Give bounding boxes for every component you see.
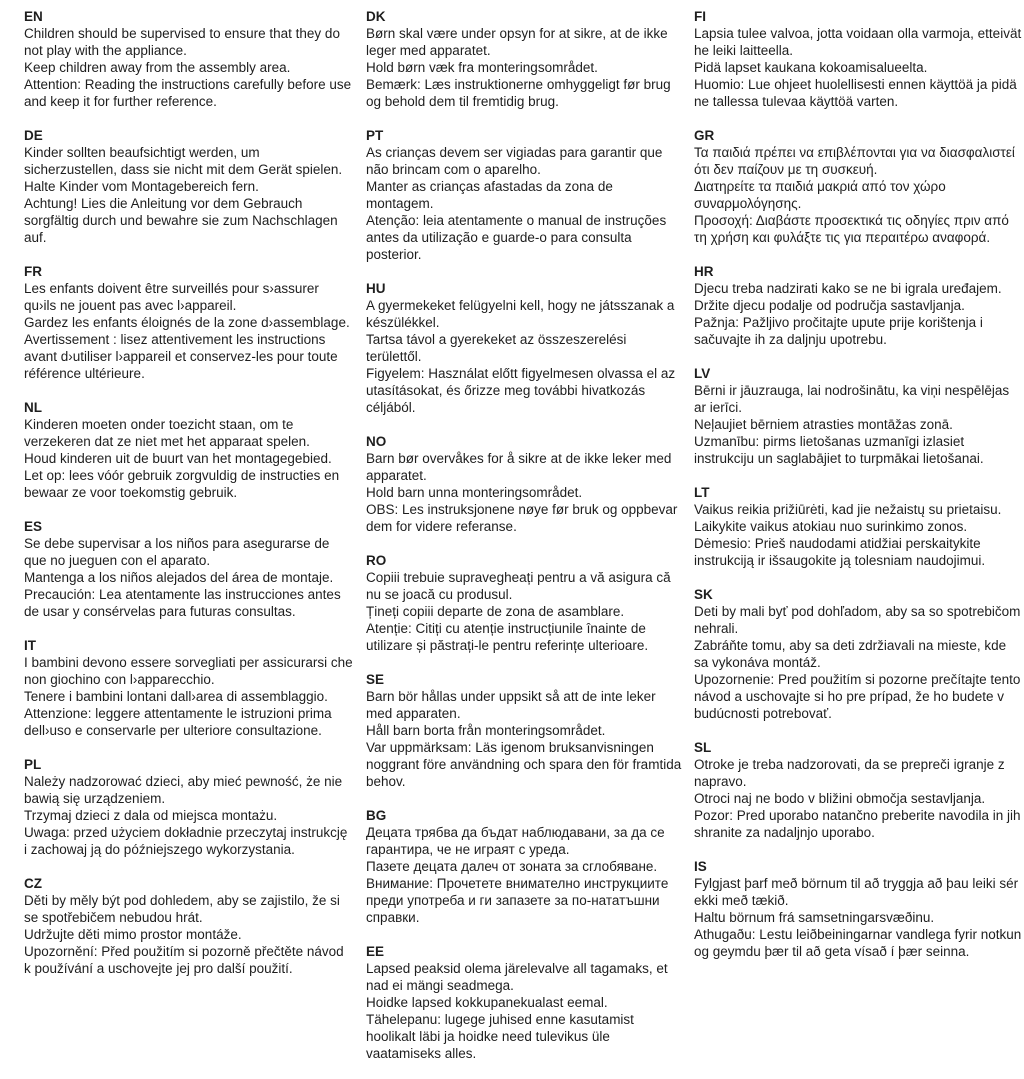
instruction-paragraph: Neļaujiet bērniem atrasties montāžas zonā. <box>694 417 953 432</box>
section-bg <box>366 807 682 926</box>
language-code-label: IS <box>694 859 707 874</box>
section-se <box>366 671 682 790</box>
instruction-paragraph: Uwaga: przed użyciem dokładnie przeczytaj instrukcję i zachowaj ją do późniejszego wykorzystania. <box>24 825 348 857</box>
instruction-paragraph: Otroci naj ne bodo v bližini območja sestavljanja. <box>694 791 986 806</box>
section-fr <box>24 263 354 382</box>
instruction-paragraph: Bērni ir jāuzrauga, lai nodrošinātu, ka viņi nespēlējas ar ierīci. <box>694 383 1010 415</box>
language-code-label: SE <box>366 672 385 687</box>
instruction-paragraph: Athugaðu: Lestu leiðbeiningarnar vandlega fyrir notkun og geymdu þær til að geta vísað í þær seinna. <box>694 927 1022 959</box>
instruction-paragraph: Laikykite vaikus atokiau nuo surinkimo zonos. <box>694 519 968 534</box>
instruction-paragraph: Upozornenie: Pred použitím si pozorne prečítajte tento návod a uschovajte si ho pre prípad, že ho budete v budúcnosti potrebovať. <box>694 672 1021 721</box>
column-1 <box>24 8 354 994</box>
language-code-label: ES <box>24 519 43 534</box>
instruction-paragraph: Huomio: Lue ohjeet huolellisesti ennen käyttöä ja pidä ne tallessa tulevaa käyttöä varten. <box>694 77 1017 109</box>
instruction-paragraph: Lapsia tulee valvoa, jotta voidaan olla varmoja, etteivät he leiki laitteella. <box>694 26 1022 58</box>
instruction-paragraph: Trzymaj dzieci z dala od miejsca montażu. <box>24 808 278 823</box>
section-fi <box>694 8 1024 110</box>
instruction-paragraph: Var uppmärksam: Läs igenom bruksanvisningen noggrant före användning och spara den för framtida behov. <box>366 740 682 789</box>
section-dk <box>366 8 682 110</box>
section-it <box>24 637 354 739</box>
section-gr <box>694 127 1024 246</box>
instruction-paragraph: Håll barn borta från monteringsområdet. <box>366 723 606 738</box>
section-pt <box>366 127 682 263</box>
instruction-paragraph: Avertissement : lisez attentivement les instructions avant d›utiliser l›appareil et conservez-les pour toute référence ultérieure. <box>24 332 338 381</box>
instruction-paragraph: Пазете децата далеч от зоната за сглобяване. <box>366 859 658 874</box>
language-code-label: SK <box>694 587 713 602</box>
instruction-paragraph: Barn bör hållas under uppsikt så att de inte leker med apparaten. <box>366 689 656 721</box>
instruction-paragraph: Udržujte děti mimo prostor montáže. <box>24 927 242 942</box>
section-de <box>24 127 354 246</box>
section-cz <box>24 875 354 977</box>
language-code-label: NO <box>366 434 387 449</box>
instruction-paragraph: Hold børn væk fra monteringsområdet. <box>366 60 598 75</box>
instruction-paragraph: Keep children away from the assembly area. <box>24 60 291 75</box>
section-en <box>24 8 354 110</box>
language-code-label: RO <box>366 553 387 568</box>
section-ro <box>366 552 682 654</box>
instruction-paragraph: Children should be supervised to ensure that they do not play with the appliance. <box>24 26 340 58</box>
language-code-label: NL <box>24 400 42 415</box>
instruction-paragraph: Zabráňte tomu, aby sa deti zdržiavali na mieste, kde sa vykonáva montáž. <box>694 638 1007 670</box>
language-code-label: SL <box>694 740 712 755</box>
instruction-paragraph: Attenzione: leggere attentamente le istruzioni prima dell›uso e conservarle per ulteriore consultazione. <box>24 706 332 738</box>
instruction-paragraph: Figyelem: Használat előtt figyelmesen olvassa el az utasításokat, és őrizze meg további hivatkozás céljából. <box>366 366 676 415</box>
language-code-label: PL <box>24 757 42 772</box>
instruction-paragraph: Bemærk: Læs instruktionerne omhyggeligt før brug og behold dem til fremtidig brug. <box>366 77 671 109</box>
section-is <box>694 858 1024 960</box>
section-ee <box>366 943 682 1062</box>
section-pl <box>24 756 354 858</box>
columns-container <box>24 8 1022 1079</box>
instruction-paragraph: Hold barn unna monteringsområdet. <box>366 485 583 500</box>
section-sl <box>694 739 1024 841</box>
instruction-paragraph: Децата трябва да бъдат наблюдавани, за да се гарантира, че не играят с уреда. <box>366 825 665 857</box>
instruction-paragraph: Внимание: Прочетете внимателно инструкциите преди употреба и ги запазете за по-нататъшни справки. <box>366 876 669 925</box>
instruction-paragraph: As crianças devem ser vigiadas para garantir que não brincam com o aparelho. <box>366 145 663 177</box>
column-3 <box>694 8 1024 977</box>
instruction-paragraph: Tenere i bambini lontani dall›area di assemblaggio. <box>24 689 328 704</box>
language-code-label: HU <box>366 281 386 296</box>
instruction-paragraph: Τα παιδιά πρέπει να επιβλέπονται για να διασφαλιστεί ότι δεν παίζουν με τη συσκευή. <box>694 145 1015 177</box>
instruction-paragraph: Pažnja: Pažljivo pročitajte upute prije korištenja i sačuvajte ih za daljnju upotrebu. <box>694 315 983 347</box>
language-code-label: LT <box>694 485 710 500</box>
instruction-paragraph: Barn bør overvåkes for å sikre at de ikke leker med apparatet. <box>366 451 672 483</box>
instruction-paragraph: Dėmesio: Prieš naudodami atidžiai perskaitykite instrukciją ir išsaugokite ją tolesniam naudojimui. <box>694 536 986 568</box>
language-code-label: EN <box>24 9 43 24</box>
instruction-paragraph: Deti by mali byť pod dohľadom, aby sa so spotrebičom nehrali. <box>694 604 1021 636</box>
instruction-paragraph: Προσοχή: Διαβάστε προσεκτικά τις οδηγίες πριν από τη χρήση και φυλάξτε τις για περαιτέρω αναφορά. <box>694 213 1009 245</box>
instruction-paragraph: Let op: lees vóór gebruik zorgvuldig de instructies en bewaar ze voor toekomstig gebruik. <box>24 468 340 500</box>
instruction-paragraph: Haltu börnum frá samsetningarsvæðinu. <box>694 910 935 925</box>
instruction-paragraph: Børn skal være under opsyn for at sikre, at de ikke leger med apparatet. <box>366 26 668 58</box>
instruction-paragraph: Uzmanību: pirms lietošanas uzmanīgi izlasiet instrukciju un saglabājiet to turpmākai lietošanai. <box>694 434 984 466</box>
language-code-label: FR <box>24 264 42 279</box>
instruction-paragraph: Atenção: leia atentamente o manual de instruções antes da utilização e guarde-o para consulta posterior. <box>366 213 667 262</box>
instruction-paragraph: Fylgjast þarf með börnum til að tryggja að þau leiki sér ekki með tækið. <box>694 876 1019 908</box>
instruction-paragraph: Tartsa távol a gyerekeket az összeszerelési területtől. <box>366 332 627 364</box>
language-code-label: IT <box>24 638 36 653</box>
instruction-paragraph: Se debe supervisar a los niños para asegurarse de que no jueguen con el aparato. <box>24 536 330 568</box>
instruction-paragraph: Mantenga a los niños alejados del área de montaje. <box>24 570 334 585</box>
section-lt <box>694 484 1024 569</box>
column-2 <box>366 8 682 1079</box>
instruction-paragraph: Tähelepanu: lugege juhised enne kasutamist hoolikalt läbi ja hoidke need tulevikus üle vaatamiseks alles. <box>366 1012 634 1061</box>
instruction-paragraph: Copiii trebuie supravegheați pentru a vă asigura că nu se joacă cu produsul. <box>366 570 671 602</box>
instruction-paragraph: Vaikus reikia prižiūrėti, kad jie nežaistų su prietaisu. <box>694 502 1002 517</box>
instruction-paragraph: A gyermekeket felügyelni kell, hogy ne játsszanak a készülékkel. <box>366 298 675 330</box>
instruction-paragraph: Pozor: Pred uporabo natančno preberite navodila in jih shranite za nadaljnjo uporabo. <box>694 808 1021 840</box>
instruction-paragraph: Kinderen moeten onder toezicht staan, om te verzekeren dat ze niet met het apparaat spelen. <box>24 417 310 449</box>
section-sk <box>694 586 1024 722</box>
section-hr <box>694 263 1024 348</box>
instruction-paragraph: Les enfants doivent être surveillés pour s›assurer qu›ils ne jouent pas avec l›appareil. <box>24 281 319 313</box>
language-code-label: EE <box>366 944 385 959</box>
section-es <box>24 518 354 620</box>
language-code-label: GR <box>694 128 715 143</box>
instruction-paragraph: Děti by měly být pod dohledem, aby se zajistilo, že si se spotřebičem nebudou hrát. <box>24 893 340 925</box>
instruction-paragraph: Hoidke lapsed kokkupanekualast eemal. <box>366 995 608 1010</box>
instruction-paragraph: OBS: Les instruksjonene nøye før bruk og oppbevar dem for videre referanse. <box>366 502 678 534</box>
instruction-paragraph: Achtung! Lies die Anleitung vor dem Gebrauch sorgfältig durch und bewahre sie zum Nachschlagen auf. <box>24 196 338 245</box>
instruction-paragraph: Lapsed peaksid olema järelevalve all tagamaks, et nad ei mängi seadmega. <box>366 961 668 993</box>
instruction-paragraph: Gardez les enfants éloignés de la zone d›assemblage. <box>24 315 350 330</box>
instruction-paragraph: Otroke je treba nadzorovati, da se prepreči igranje z napravo. <box>694 757 1005 789</box>
section-hu <box>366 280 682 416</box>
instruction-paragraph: Halte Kinder vom Montagebereich fern. <box>24 179 259 194</box>
instruction-paragraph: Διατηρείτε τα παιδιά μακριά από τον χώρο συναρμολόγησης. <box>694 179 946 211</box>
language-code-label: HR <box>694 264 714 279</box>
instruction-paragraph: Djecu treba nadzirati kako se ne bi igrala uređajem. <box>694 281 1002 296</box>
instruction-paragraph: Pidä lapset kaukana kokoamisalueelta. <box>694 60 928 75</box>
section-lv <box>694 365 1024 467</box>
instruction-paragraph: Houd kinderen uit de buurt van het montagegebied. <box>24 451 332 466</box>
section-nl <box>24 399 354 501</box>
instruction-paragraph: Držite djecu podalje od područja sastavljanja. <box>694 298 965 313</box>
language-code-label: DE <box>24 128 43 143</box>
instruction-paragraph: Kinder sollten beaufsichtigt werden, um sicherzustellen, dass sie nicht mit dem Gerät spielen. <box>24 145 343 177</box>
instruction-paragraph: Upozornění: Před použitím si pozorně přečtěte návod k používání a uschovejte jej pro další použití. <box>24 944 344 976</box>
language-code-label: PT <box>366 128 384 143</box>
instruction-paragraph: Manter as crianças afastadas da zona de montagem. <box>366 179 613 211</box>
language-code-label: BG <box>366 808 387 823</box>
language-code-label: LV <box>694 366 711 381</box>
instruction-paragraph: I bambini devono essere sorvegliati per assicurarsi che non giochino con l›apparecchio. <box>24 655 353 687</box>
section-no <box>366 433 682 535</box>
language-code-label: DK <box>366 9 386 24</box>
language-code-label: CZ <box>24 876 42 891</box>
instruction-paragraph: Atenție: Citiți cu atenție instrucțiunile înainte de utilizare și păstrați-le pentru referințe ulterioare. <box>366 621 649 653</box>
instruction-paragraph: Precaución: Lea atentamente las instrucciones antes de usar y consérvelas para futuras consultas. <box>24 587 341 619</box>
instruction-paragraph: Należy nadzorować dzieci, aby mieć pewność, że nie bawią się urządzeniem. <box>24 774 343 806</box>
instruction-paragraph: Attention: Reading the instructions carefully before use and keep it for further reference. <box>24 77 352 109</box>
instruction-paragraph: Țineți copiii departe de zona de asamblare. <box>366 604 625 619</box>
language-code-label: FI <box>694 9 706 24</box>
